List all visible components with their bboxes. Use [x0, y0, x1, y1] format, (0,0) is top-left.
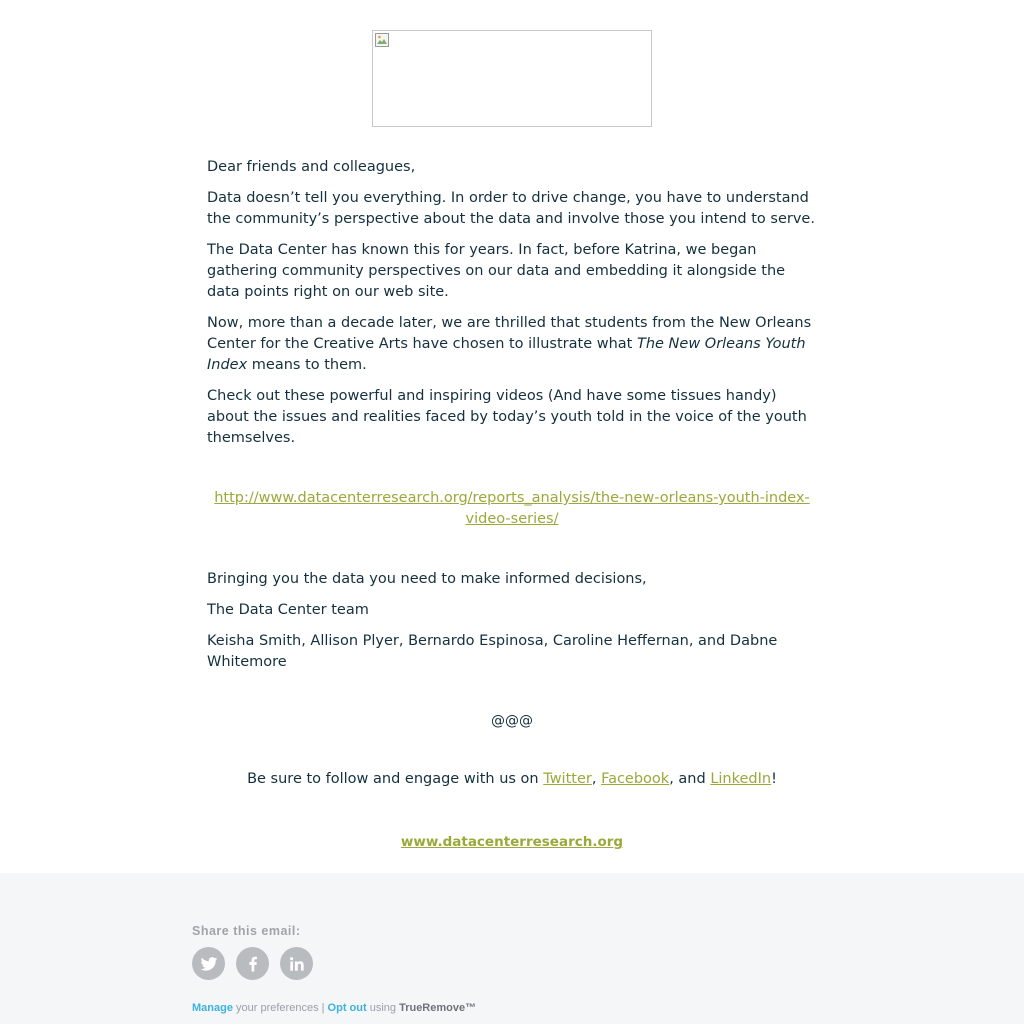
signoff-block: [207, 569, 817, 683]
paragraph-videos: Check out these powerful and inspiring videos (And have some tissues handy) about the issues and realities faced by today’s youth told in the voice of the youth themselves.: [207, 388, 807, 446]
prefs-text: your preferences |: [232, 1002, 328, 1014]
team-members: Keisha Smith, Allison Plyer, Bernardo Espinosa, Caroline Heffernan, and Dabne Whitemore: [207, 633, 778, 670]
social-share-row: [192, 947, 313, 980]
greeting: Dear friends and colleagues,: [207, 159, 416, 175]
share-facebook-button[interactable]: [236, 947, 269, 980]
twitter-icon: [199, 954, 219, 974]
paragraph-history: The Data Center has known this for years. In fact, before Katrina, we began gathering community perspectives on our data and embedding it alongside the data points right on our web site.: [207, 242, 786, 300]
follow-and: , and: [669, 771, 711, 787]
follow-prefix: Be sure to follow and engage with us on: [247, 771, 544, 787]
footer: [0, 873, 1024, 1024]
share-linkedin-button[interactable]: [280, 947, 313, 980]
paragraph-students: [207, 313, 817, 376]
signoff-line: Bringing you the data you need to make informed decisions,: [207, 571, 647, 587]
twitter-link[interactable]: Twitter: [543, 771, 592, 787]
separator: @@@: [491, 713, 533, 729]
facebook-icon: [243, 954, 263, 974]
team-name: The Data Center team: [207, 602, 369, 618]
youth-index-title: The New Orleans Youth Index: [207, 336, 806, 373]
linkedin-icon: [287, 954, 307, 974]
manage-preferences-link[interactable]: Manage: [192, 1002, 233, 1014]
website-link[interactable]: www.datacenterresearch.org: [400, 834, 624, 850]
trueremove-brand: TrueRemove™: [399, 1002, 477, 1014]
linkedin-link[interactable]: LinkedIn: [710, 771, 772, 787]
share-twitter-button[interactable]: [192, 947, 225, 980]
paragraph-intro: Data doesn’t tell you everything. In order to drive change, you have to understand the community’s perspective about the data and involve those you intend to serve.: [207, 190, 815, 227]
video-series-link[interactable]: http://www.datacenterresearch.org/reports_analysis/the-new-orleans-youth-index-video-series/: [214, 490, 810, 527]
follow-line: [0, 769, 1024, 790]
website-block: [0, 832, 1024, 852]
paragraph-students-end: means to them.: [247, 357, 367, 373]
preferences-line: [192, 1002, 476, 1014]
video-link-block: [207, 488, 817, 530]
share-label: Share this email:: [192, 924, 301, 938]
follow-comma: ,: [591, 771, 602, 787]
follow-suffix: !: [771, 771, 777, 787]
using-text: using: [366, 1002, 400, 1014]
paragraph-students-start: Now, more than a decade later, we are thrilled that students from the New Orleans Center for the Creative Arts have chosen to illustrate what: [207, 315, 812, 352]
opt-out-link[interactable]: Opt out: [327, 1002, 367, 1014]
header-banner-image: [372, 30, 652, 127]
broken-image-icon: [375, 33, 389, 47]
letter-body: [207, 157, 817, 459]
facebook-link[interactable]: Facebook: [601, 771, 670, 787]
